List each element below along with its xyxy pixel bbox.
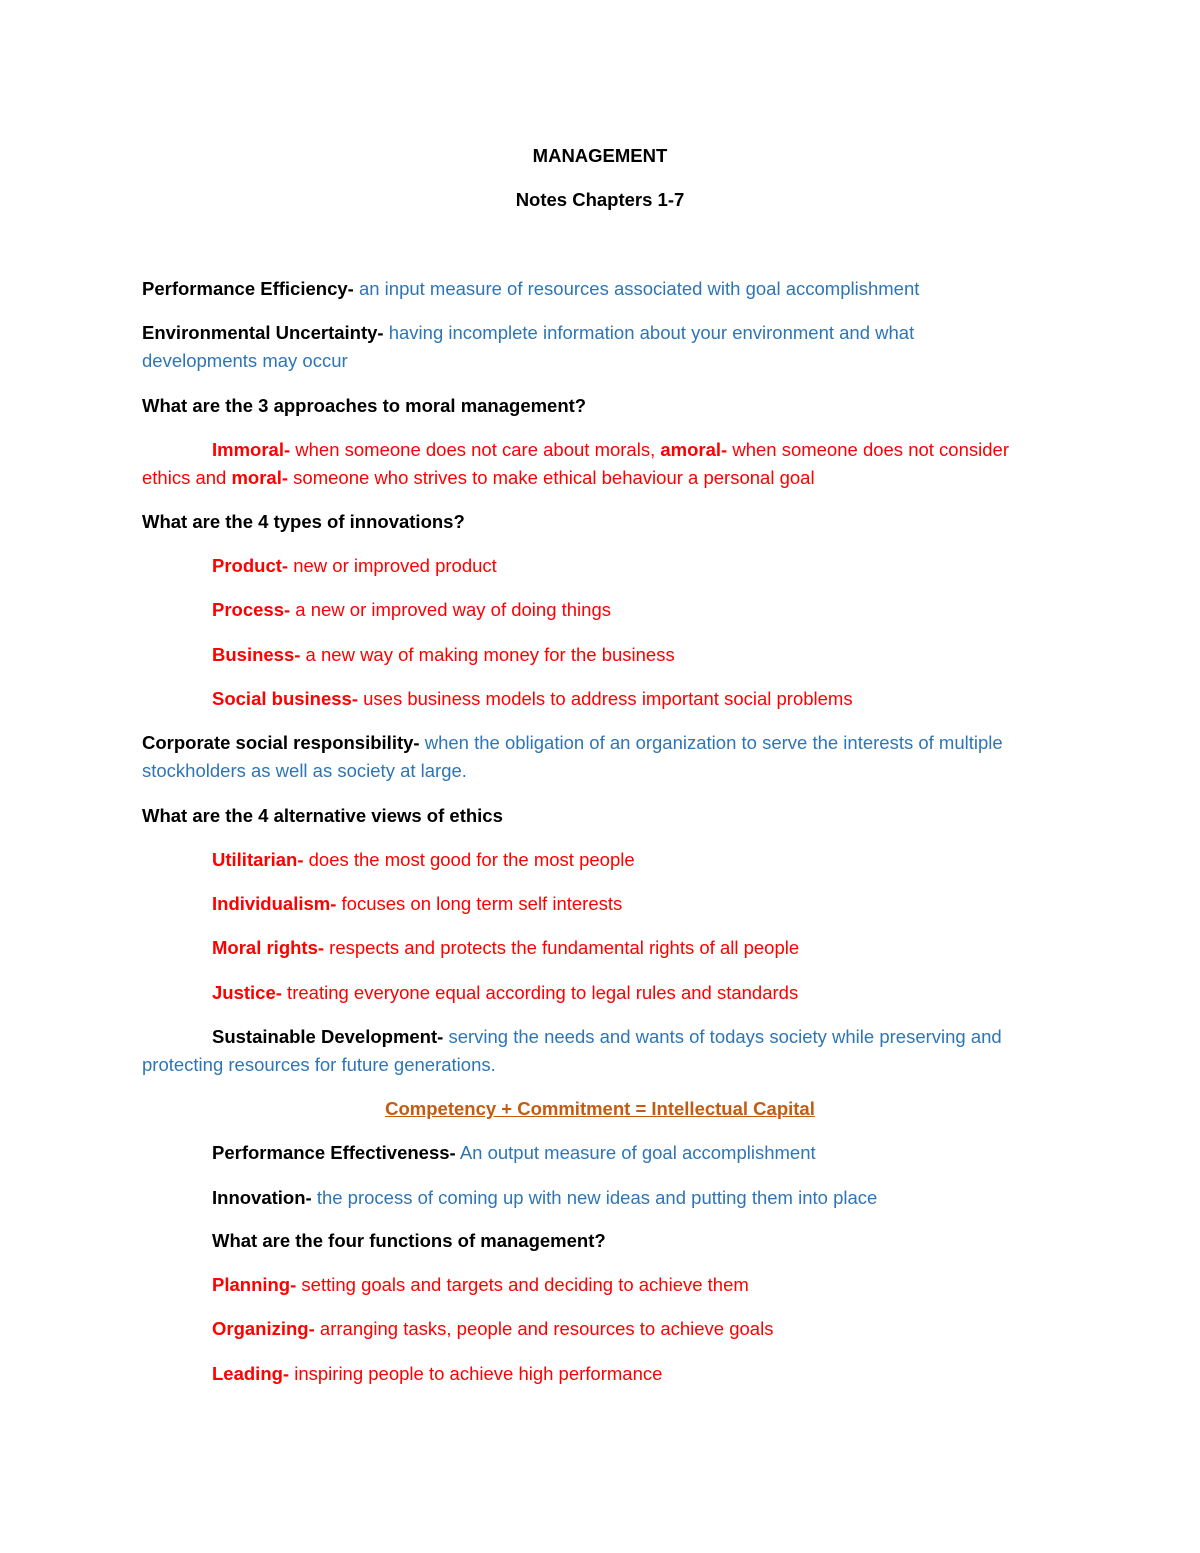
definition-sustainable-development	[212, 1023, 1142, 1051]
list-item-innovation-process	[212, 596, 1142, 624]
definition-text: An output measure of goal accomplishment	[455, 1142, 816, 1163]
list-item-innovation-social-business	[212, 685, 1142, 713]
definition-text: respects and protects the fundamental rights of all people	[324, 937, 800, 958]
question-management-functions: What are the four functions of management?	[212, 1230, 606, 1251]
definition-csr	[142, 729, 1072, 757]
definition-text: when the obligation of an organization to serve the interests of multiple	[419, 732, 1003, 753]
question-innovation-types: What are the 4 types of innovations?	[142, 511, 465, 532]
definition-text-continued: stockholders as well as society at large.	[142, 760, 467, 781]
definition-text: arranging tasks, people and resources to achieve goals	[314, 1318, 774, 1339]
list-item-function-planning	[212, 1271, 1142, 1299]
list-item-function-leading	[212, 1360, 1142, 1388]
definition-text: uses business models to address important social problems	[358, 688, 853, 709]
definition-performance-effectiveness	[212, 1139, 1142, 1167]
term-label: Innovation-	[212, 1187, 312, 1208]
document-title: MANAGEMENT	[532, 145, 668, 166]
question-moral-management: What are the 3 approaches to moral management?	[142, 395, 587, 416]
definition-text: a new or improved way of doing things	[290, 599, 611, 620]
definition-text: when someone does not care about morals,	[290, 439, 661, 460]
term-label: amoral-	[660, 439, 728, 460]
term-label: Performance Effectiveness-	[212, 1142, 456, 1163]
definition-text: ethics and	[142, 467, 232, 488]
list-item-ethics-individualism	[212, 890, 1142, 918]
term-label: Immoral-	[212, 439, 291, 460]
definition-text: an input measure of resources associated with goal accomplishment	[353, 278, 920, 299]
definition-text-continued: developments may occur	[142, 350, 348, 371]
term-label: Organizing-	[212, 1318, 315, 1339]
list-item-ethics-utilitarian	[212, 846, 1142, 874]
term-label: Planning-	[212, 1274, 297, 1295]
definition-text: someone who strives to make ethical behaviour a personal goal	[288, 467, 815, 488]
formula-intellectual-capital	[0, 1095, 1200, 1123]
term-label: Leading-	[212, 1363, 290, 1384]
definition-text: focuses on long term self interests	[336, 893, 623, 914]
list-item-innovation-product	[212, 552, 1142, 580]
list-item-function-organizing	[212, 1315, 1142, 1343]
definition-text: a new way of making money for the business	[300, 644, 675, 665]
term-label: Individualism-	[212, 893, 337, 914]
list-item-ethics-moral-rights	[212, 934, 1142, 962]
definition-text: having incomplete information about your environment and what	[383, 322, 915, 343]
formula-text: Competency + Commitment = Intellectual Capital	[385, 1098, 815, 1119]
list-item-ethics-justice	[212, 979, 1142, 1007]
term-label: Corporate social responsibility-	[142, 732, 420, 753]
term-label: Environmental Uncertainty-	[142, 322, 384, 343]
definition-text: inspiring people to achieve high performance	[289, 1363, 663, 1384]
term-label: Justice-	[212, 982, 282, 1003]
term-label: Product-	[212, 555, 289, 576]
definition-text: setting goals and targets and deciding to achieve them	[296, 1274, 749, 1295]
definition-text: treating everyone equal according to legal rules and standards	[281, 982, 799, 1003]
term-label: Moral rights-	[212, 937, 325, 958]
term-label: moral-	[231, 467, 289, 488]
term-label: Performance Efficiency-	[142, 278, 354, 299]
question-ethics-views: What are the 4 alternative views of ethics	[142, 805, 503, 826]
term-label: Business-	[212, 644, 301, 665]
answer-moral-approaches-continued	[142, 464, 1072, 492]
definition-text: new or improved product	[288, 555, 497, 576]
term-label: Utilitarian-	[212, 849, 304, 870]
document-subtitle: Notes Chapters 1-7	[515, 189, 685, 210]
definition-text: the process of coming up with new ideas and putting them into place	[311, 1187, 878, 1208]
definition-text: when someone does not consider	[727, 439, 1009, 460]
term-label: Social business-	[212, 688, 358, 709]
definition-text: serving the needs and wants of todays society while preserving and	[443, 1026, 1002, 1047]
list-item-innovation-business	[212, 641, 1142, 669]
definition-text-continued: protecting resources for future generations.	[142, 1054, 496, 1075]
term-label: Sustainable Development-	[212, 1026, 444, 1047]
term-label: Process-	[212, 599, 291, 620]
definition-environmental-uncertainty	[142, 319, 1072, 347]
definition-performance-efficiency	[142, 275, 1072, 303]
definition-text: does the most good for the most people	[303, 849, 635, 870]
definition-innovation	[212, 1184, 1142, 1212]
answer-moral-approaches	[212, 436, 1142, 464]
